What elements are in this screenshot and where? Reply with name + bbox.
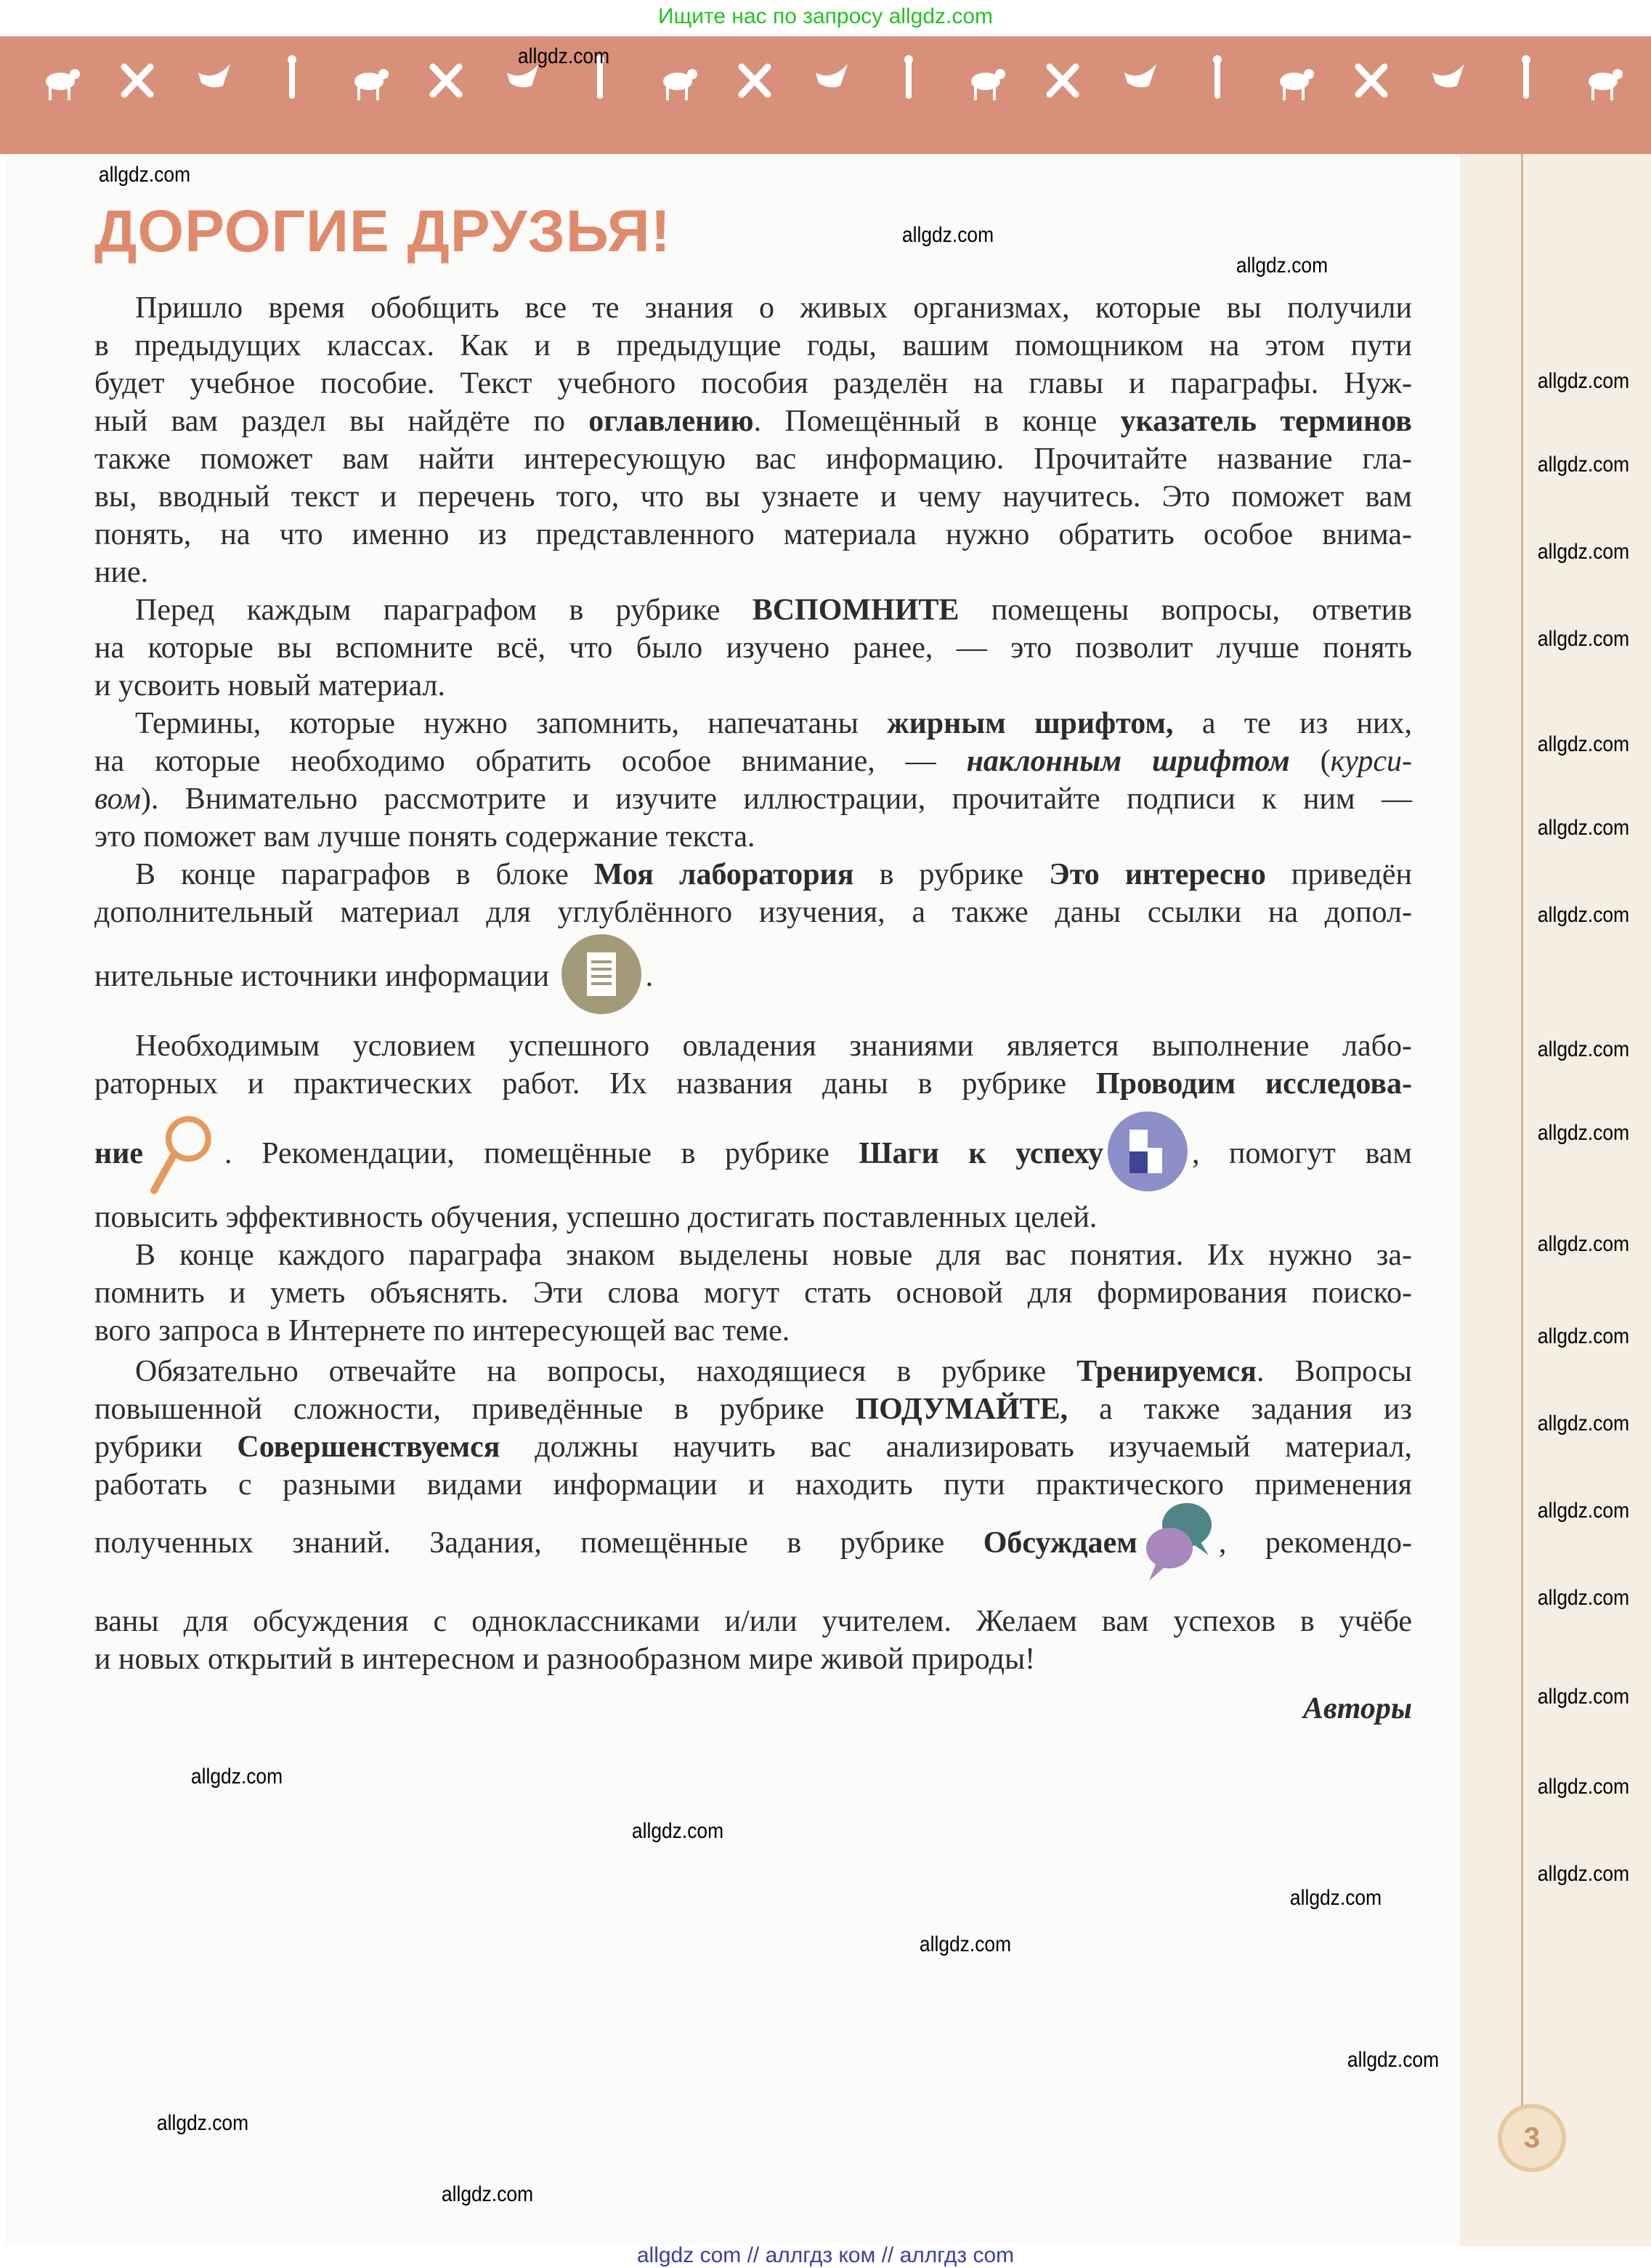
watermark: allgdz.com xyxy=(919,1932,1012,1956)
text-segment: Перед каждым параграфом в рубрике xyxy=(135,594,753,627)
animal-silhouette-icon xyxy=(194,54,235,105)
text-segment: и усвоить новый материал. xyxy=(94,669,445,702)
text-line xyxy=(94,1353,1412,1390)
text-line xyxy=(94,591,1412,629)
text-segment: в рубрике xyxy=(853,858,1050,891)
animal-silhouette-icon xyxy=(734,54,775,105)
text-line xyxy=(94,478,1412,516)
text-segment: будет учебное пособие. Текст учебного пособия разделён на главы и параграфы. Нуж- xyxy=(94,367,1412,400)
text-line xyxy=(94,1236,1412,1274)
watermark: allgdz.com xyxy=(1537,369,1630,393)
text-line xyxy=(94,1199,1412,1236)
emphasized-term: ние xyxy=(94,1137,144,1170)
emphasized-term: указатель терминов xyxy=(1120,405,1412,438)
animal-silhouette-icon xyxy=(426,54,466,105)
text-line xyxy=(94,365,1412,402)
text-segment: полученных знаний. Задания, помещённые в рубрике xyxy=(94,1526,983,1560)
emphasized-term: наклонным шрифтом xyxy=(966,745,1290,778)
text-segment: помнить и уметь объяснять. Эти слова могут стать основой для формирования поиско- xyxy=(94,1276,1412,1310)
text-segment: рубрики xyxy=(94,1430,238,1464)
emphasized-term: Авторы xyxy=(1302,1692,1412,1725)
watermark: allgdz.com xyxy=(441,2182,534,2206)
text-line xyxy=(94,705,1412,742)
text-line xyxy=(94,1690,1412,1728)
text-segment: . Рекомендации, помещённые в рубрике xyxy=(224,1137,859,1170)
watermark: allgdz.com xyxy=(1537,627,1630,651)
animal-silhouette-icon xyxy=(349,54,389,105)
text-line xyxy=(94,554,1412,591)
text-segment: Пришло время обобщить все те знания о живых организмах, которые вы получили xyxy=(135,291,1412,325)
emphasized-term: ПОДУМАЙТЕ, xyxy=(855,1393,1068,1426)
text-segment: это поможет вам лучше понять содержание текста. xyxy=(94,820,755,854)
text-segment: вого запроса в Интернете по интересующей вас теме. xyxy=(94,1314,790,1348)
text-line xyxy=(94,1027,1412,1065)
watermark: allgdz.com xyxy=(901,223,994,247)
text-line xyxy=(94,1603,1412,1640)
emphasized-term: ВСПОМНИТЕ xyxy=(752,594,960,627)
watermark: allgdz.com xyxy=(1537,903,1630,927)
animal-silhouette-icon xyxy=(1506,54,1546,105)
text-line xyxy=(94,1065,1412,1103)
text-segment: В конце параграфов в блоке xyxy=(135,858,594,891)
text-segment: раторных и практических работ. Их названия даны в рубрике xyxy=(94,1067,1096,1101)
text-segment: ваны для обсуждения с одноклассниками и/или учителем. Желаем вам успехов в учёбе xyxy=(94,1605,1412,1638)
text-line xyxy=(94,1135,1412,1173)
emphasized-term: Проводим исследова- xyxy=(1095,1067,1412,1101)
text-line xyxy=(94,327,1412,365)
emphasized-term: Моя лаборатория xyxy=(593,858,854,891)
text-line xyxy=(94,856,1412,894)
text-segment: на которые вы вспомните всё, что было изучено ранее, — это позволит лучше понять xyxy=(94,631,1412,665)
text-line xyxy=(94,1274,1412,1312)
watermark: allgdz.com xyxy=(190,1765,283,1789)
text-line xyxy=(94,1524,1412,1562)
text-segment: Необходимым условием успешного овладения знаниями является выполнение лабо- xyxy=(135,1029,1412,1063)
animal-silhouette-icon xyxy=(1274,54,1315,105)
text-line xyxy=(94,667,1412,705)
text-segment: , рекомендо- xyxy=(1218,1526,1412,1560)
text-segment: работать с разными видами информации и находить пути практического применения xyxy=(94,1468,1412,1502)
animal-silhouette-icon xyxy=(117,54,158,105)
text-segment: ный вам раздел вы найдёте по xyxy=(94,405,589,438)
text-line xyxy=(94,516,1412,554)
watermark: allgdz.com xyxy=(1289,1886,1382,1910)
text-segment: понять, на что именно из представленного материала нужно обратить особое внима- xyxy=(94,518,1412,551)
text-segment: приведён xyxy=(1265,858,1412,891)
watermark: allgdz.com xyxy=(1537,816,1630,840)
text-line xyxy=(94,1428,1412,1466)
text-segment: а также задания из xyxy=(1068,1393,1412,1426)
emphasized-term: жирным шрифтом, xyxy=(887,707,1174,740)
watermark: allgdz.com xyxy=(1537,1324,1630,1348)
text-line xyxy=(94,629,1412,667)
watermark: allgdz.com xyxy=(1537,1037,1630,1061)
watermark: allgdz.com xyxy=(1537,1499,1630,1523)
text-segment: и новых открытий в интересном и разнообразном мире живой природы! xyxy=(94,1643,1036,1676)
text-segment: а те из них, xyxy=(1173,707,1412,740)
watermark: allgdz.com xyxy=(1537,453,1630,477)
watermark: allgdz.com xyxy=(517,44,610,68)
search-hint-banner: Ищите нас по запросу allgdz.com xyxy=(657,4,994,28)
text-segment: В конце каждого параграфа знаком выделены новые для вас понятия. Их нужно за- xyxy=(135,1239,1412,1272)
watermark: allgdz.com xyxy=(1537,540,1630,564)
text-segment: также поможет вам найти интересующую вас информацию. Прочитайте название гла- xyxy=(94,442,1412,476)
text-segment: Термины, которые нужно запомнить, напечатаны xyxy=(135,707,888,740)
watermark: allgdz.com xyxy=(156,2111,249,2135)
text-segment: дополнительный материал для углублённого изучения, а также даны ссылки на допол- xyxy=(94,896,1412,929)
emphasized-term: Шаги к успеху xyxy=(859,1137,1103,1170)
steps-icon xyxy=(1108,1111,1188,1201)
animal-silhouette-icon xyxy=(272,54,312,105)
watermark: allgdz.com xyxy=(631,1819,724,1843)
page-number: 3 xyxy=(1498,2104,1566,2172)
text-segment: Обязательно отвечайте на вопросы, находящиеся в рубрике xyxy=(135,1355,1077,1388)
emphasized-term: Тренируемся xyxy=(1076,1355,1257,1388)
animal-silhouette-icon xyxy=(965,54,1006,105)
margin-divider xyxy=(1521,154,1523,2115)
chat-icon xyxy=(1142,1497,1214,1594)
animal-silhouette-icon xyxy=(1120,54,1161,105)
watermark: allgdz.com xyxy=(98,163,191,187)
animal-silhouette-icon xyxy=(888,54,929,105)
animal-silhouette-icon xyxy=(1351,54,1392,105)
text-segment: ). Внимательно рассмотрите и изучите иллюстрации, прочитайте подписи к ним — xyxy=(140,782,1412,816)
footer-links[interactable]: allgdz com // аллгдз ком // аллгдз com xyxy=(636,2243,1015,2267)
animal-silhouette-icon xyxy=(1428,54,1469,105)
animal-silhouette-icon xyxy=(657,54,698,105)
text-segment: помещены вопросы, ответив xyxy=(959,594,1412,627)
text-line xyxy=(94,742,1412,780)
watermark: allgdz.com xyxy=(1537,1775,1630,1799)
text-segment: . Помещённый в конце xyxy=(753,405,1121,438)
text-segment: вы, вводный текст и перечень того, что вы узнаете и чему научитесь. Это поможет вам xyxy=(94,480,1412,514)
text-segment: нительные источники информации xyxy=(94,960,557,993)
text-segment: . xyxy=(645,960,654,993)
text-line xyxy=(94,440,1412,478)
text-segment: повышенной сложности, приведённые в рубрике xyxy=(94,1393,856,1426)
text-segment: ние. xyxy=(94,556,149,589)
emphasized-term: Обсуждаем xyxy=(983,1526,1137,1560)
animal-silhouette-icon xyxy=(1042,54,1083,105)
watermark: allgdz.com xyxy=(1537,732,1630,756)
emphasized-term: оглавлению xyxy=(588,405,754,438)
text-segment: ( xyxy=(1289,745,1331,778)
text-line xyxy=(94,1640,1412,1678)
text-line xyxy=(94,818,1412,856)
text-line xyxy=(94,780,1412,818)
text-segment: . Вопросы xyxy=(1257,1355,1412,1388)
watermark: allgdz.com xyxy=(1236,254,1328,278)
text-segment: в предыдущих классах. Как и в предыдущие годы, вашим помощником на этом пути xyxy=(94,329,1412,363)
text-segment: должны научить вас анализировать изучаемый материал, xyxy=(500,1430,1412,1464)
text-line xyxy=(94,402,1412,440)
text-line xyxy=(94,894,1412,931)
emphasized-term: курси- xyxy=(1330,745,1412,778)
animal-silhouette-icon xyxy=(811,54,852,105)
emphasized-term: вом xyxy=(94,782,141,816)
watermark: allgdz.com xyxy=(1537,1121,1630,1145)
animal-silhouette-icon xyxy=(1583,54,1623,105)
document-icon xyxy=(561,934,641,1024)
text-line xyxy=(94,1390,1412,1428)
watermark: allgdz.com xyxy=(1537,1586,1630,1610)
animal-silhouette-icon xyxy=(1197,54,1238,105)
watermark: allgdz.com xyxy=(1347,2048,1440,2072)
text-line xyxy=(94,1312,1412,1350)
animal-silhouettes xyxy=(40,54,1623,105)
text-segment: , помогут вам xyxy=(1191,1137,1412,1170)
text-segment: на которые необходимо обратить особое внимание, — xyxy=(94,745,967,778)
watermark: allgdz.com xyxy=(1537,1412,1630,1435)
animal-silhouette-icon xyxy=(40,54,81,105)
watermark: allgdz.com xyxy=(1537,1862,1630,1886)
text-line xyxy=(94,289,1412,327)
magnifier-icon xyxy=(147,1108,220,1204)
text-segment: повысить эффективность обучения, успешно достигать поставленных целей. xyxy=(94,1201,1098,1234)
watermark: allgdz.com xyxy=(1537,1232,1630,1256)
watermark: allgdz.com xyxy=(1537,1685,1630,1709)
emphasized-term: Это интересно xyxy=(1049,858,1266,891)
text-line xyxy=(94,957,1412,995)
page-title: ДОРОГИЕ ДРУЗЬЯ! xyxy=(94,198,671,264)
emphasized-term: Совершенствуемся xyxy=(237,1430,500,1464)
